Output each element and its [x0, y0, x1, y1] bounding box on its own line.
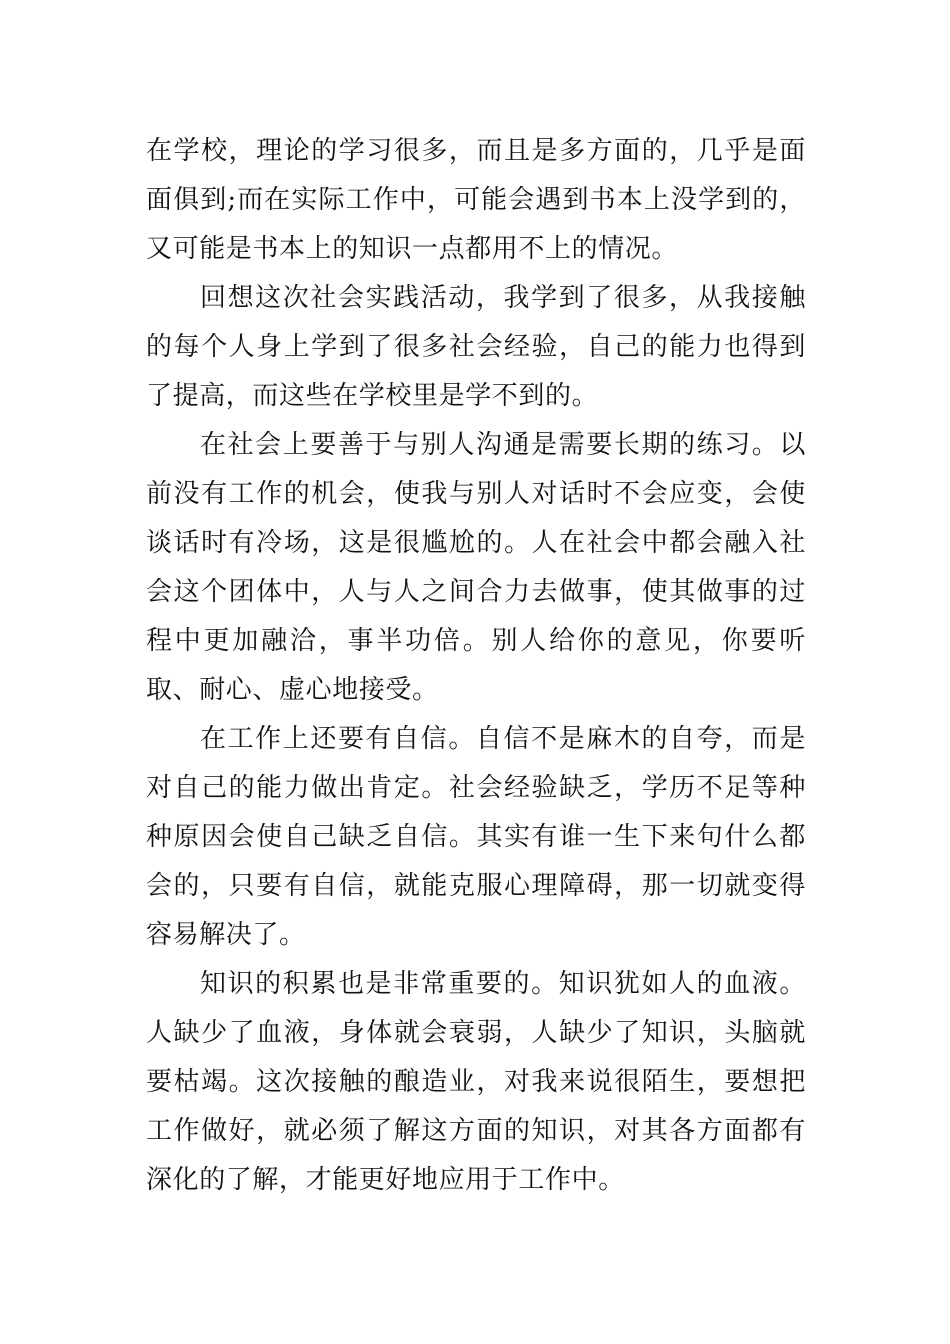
paragraph-2: 回想这次社会实践活动，我学到了很多，从我接触的每个人身上学到了很多社会经验，自己的能力也得到了提高，而这些在学校里是学不到的。 [146, 283, 806, 411]
paragraph-1: 在学校，理论的学习很多，而且是多方面的，几乎是面面俱到;而在实际工作中，可能会遇到书本上没学到的，又可能是书本上的知识一点都用不上的情况。 [146, 136, 806, 264]
paragraph-4: 在工作上还要有自信。自信不是麻木的自夸，而是对自己的能力做出肯定。社会经验缺乏，学历不足等种种原因会使自己缺乏自信。其实有谁一生下来句什么都会的，只要有自信，就能克服心理障碍，那一切就变得容易解决了。 [146, 724, 806, 950]
paragraph-5: 知识的积累也是非常重要的。知识犹如人的血液。人缺少了血液，身体就会衰弱，人缺少了知识，头脑就要枯竭。这次接触的酿造业，对我来说很陌生，要想把工作做好，就必须了解这方面的知识，对其各方面都有深化的了解，才能更好地应用于工作中。 [146, 969, 806, 1195]
document-body [146, 127, 806, 1205]
paragraph-3: 在社会上要善于与别人沟通是需要长期的练习。以前没有工作的机会，使我与别人对话时不会应变，会使谈话时有冷场，这是很尴尬的。人在社会中都会融入社会这个团体中，人与人之间合力去做事，使其做事的过程中更加融洽，事半功倍。别人给你的意见，你要听取、耐心、虚心地接受。 [146, 430, 806, 705]
